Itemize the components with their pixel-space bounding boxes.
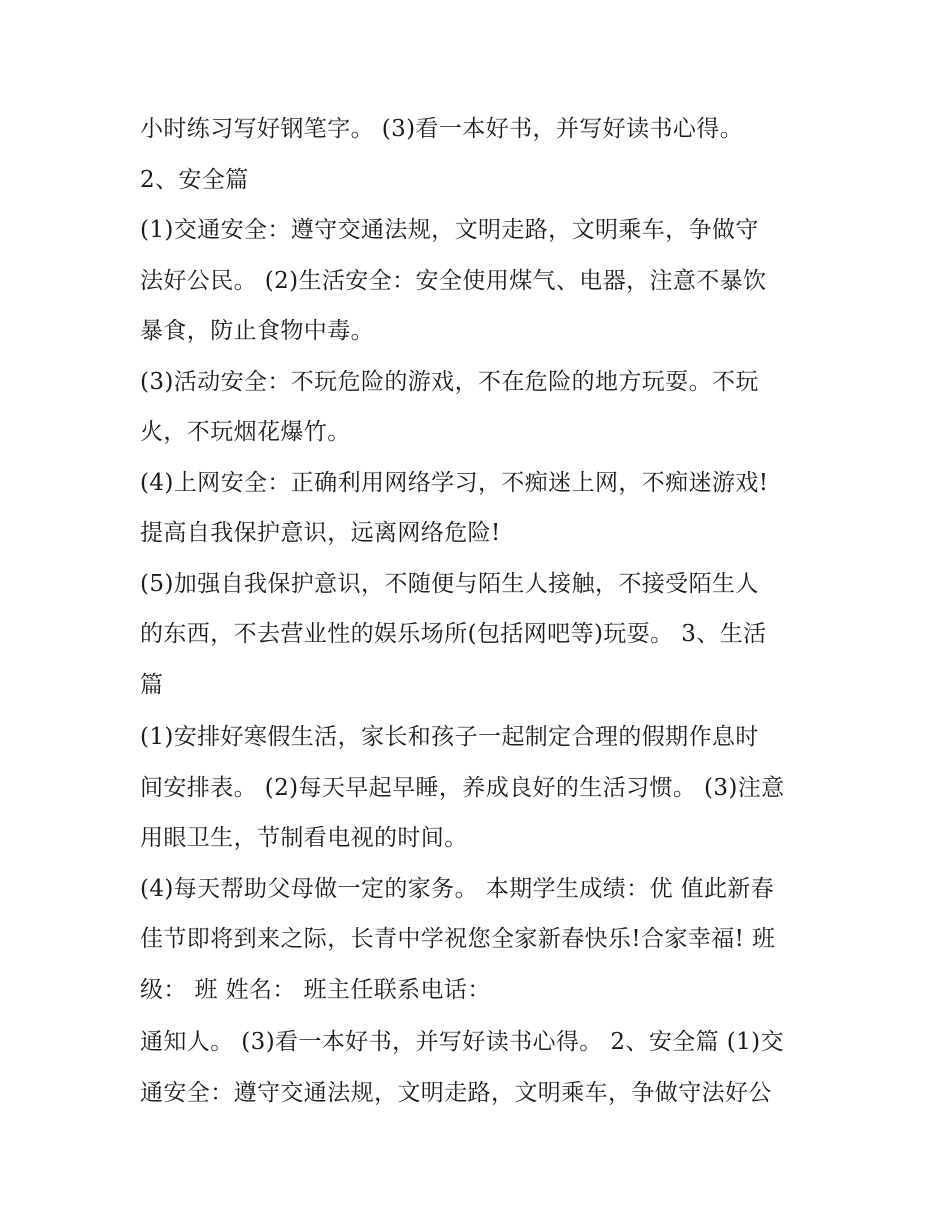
text-line: 火，不玩烟花爆竹。	[140, 419, 351, 445]
section-heading-safety: 2、安全篇	[140, 167, 249, 193]
text-line: 佳节即将到来之际，长青中学祝您全家新春快乐!合家幸福! 班	[140, 926, 776, 952]
text-line: (1)交通安全：遵守交通法规，文明走路，文明乘车，争做守	[140, 217, 759, 243]
text-line: (4)每天帮助父母做一定的家务。 本期学生成绩：优 值此新春	[140, 876, 775, 902]
text-line: 级： 班 姓名： 班主任联系电话：	[140, 977, 491, 1003]
text-line: 间安排表。 (2)每天早起早睡，养成良好的生活习惯。 (3)注意	[140, 775, 785, 801]
text-line: 通安全：遵守交通法规，文明走路，文明乘车，争做守法好公	[140, 1080, 772, 1106]
text-line: 提高自我保护意识，远离网络危险!	[140, 520, 501, 546]
text-line: 暴食，防止食物中毒。	[140, 318, 374, 344]
text-line: 法好公民。 (2)生活安全：安全使用煤气、电器，注意不暴饮	[140, 268, 767, 294]
text-line: 用眼卫生，节制看电视的时间。	[140, 825, 468, 851]
text-line: 小时练习写好钢笔字。 (3)看一本好书，并写好读书心得。	[140, 116, 744, 142]
text-line: 通知人。 (3)看一本好书，并写好读书心得。 2、安全篇 (1)交	[140, 1029, 784, 1055]
text-line: (5)加强自我保护意识，不随便与陌生人接触，不接受陌生人	[140, 571, 759, 597]
text-line: 的东西，不去营业性的娱乐场所(包括网吧等)玩耍。 3、生活	[140, 621, 767, 647]
text-line: (1)安排好寒假生活，家长和孩子一起制定合理的假期作息时	[140, 724, 759, 750]
text-line: (3)活动安全：不玩危险的游戏，不在危险的地方玩耍。不玩	[140, 369, 759, 395]
text-line: 篇	[140, 672, 164, 698]
text-line: (4)上网安全：正确利用网络学习，不痴迷上网，不痴迷游戏!	[140, 470, 769, 496]
